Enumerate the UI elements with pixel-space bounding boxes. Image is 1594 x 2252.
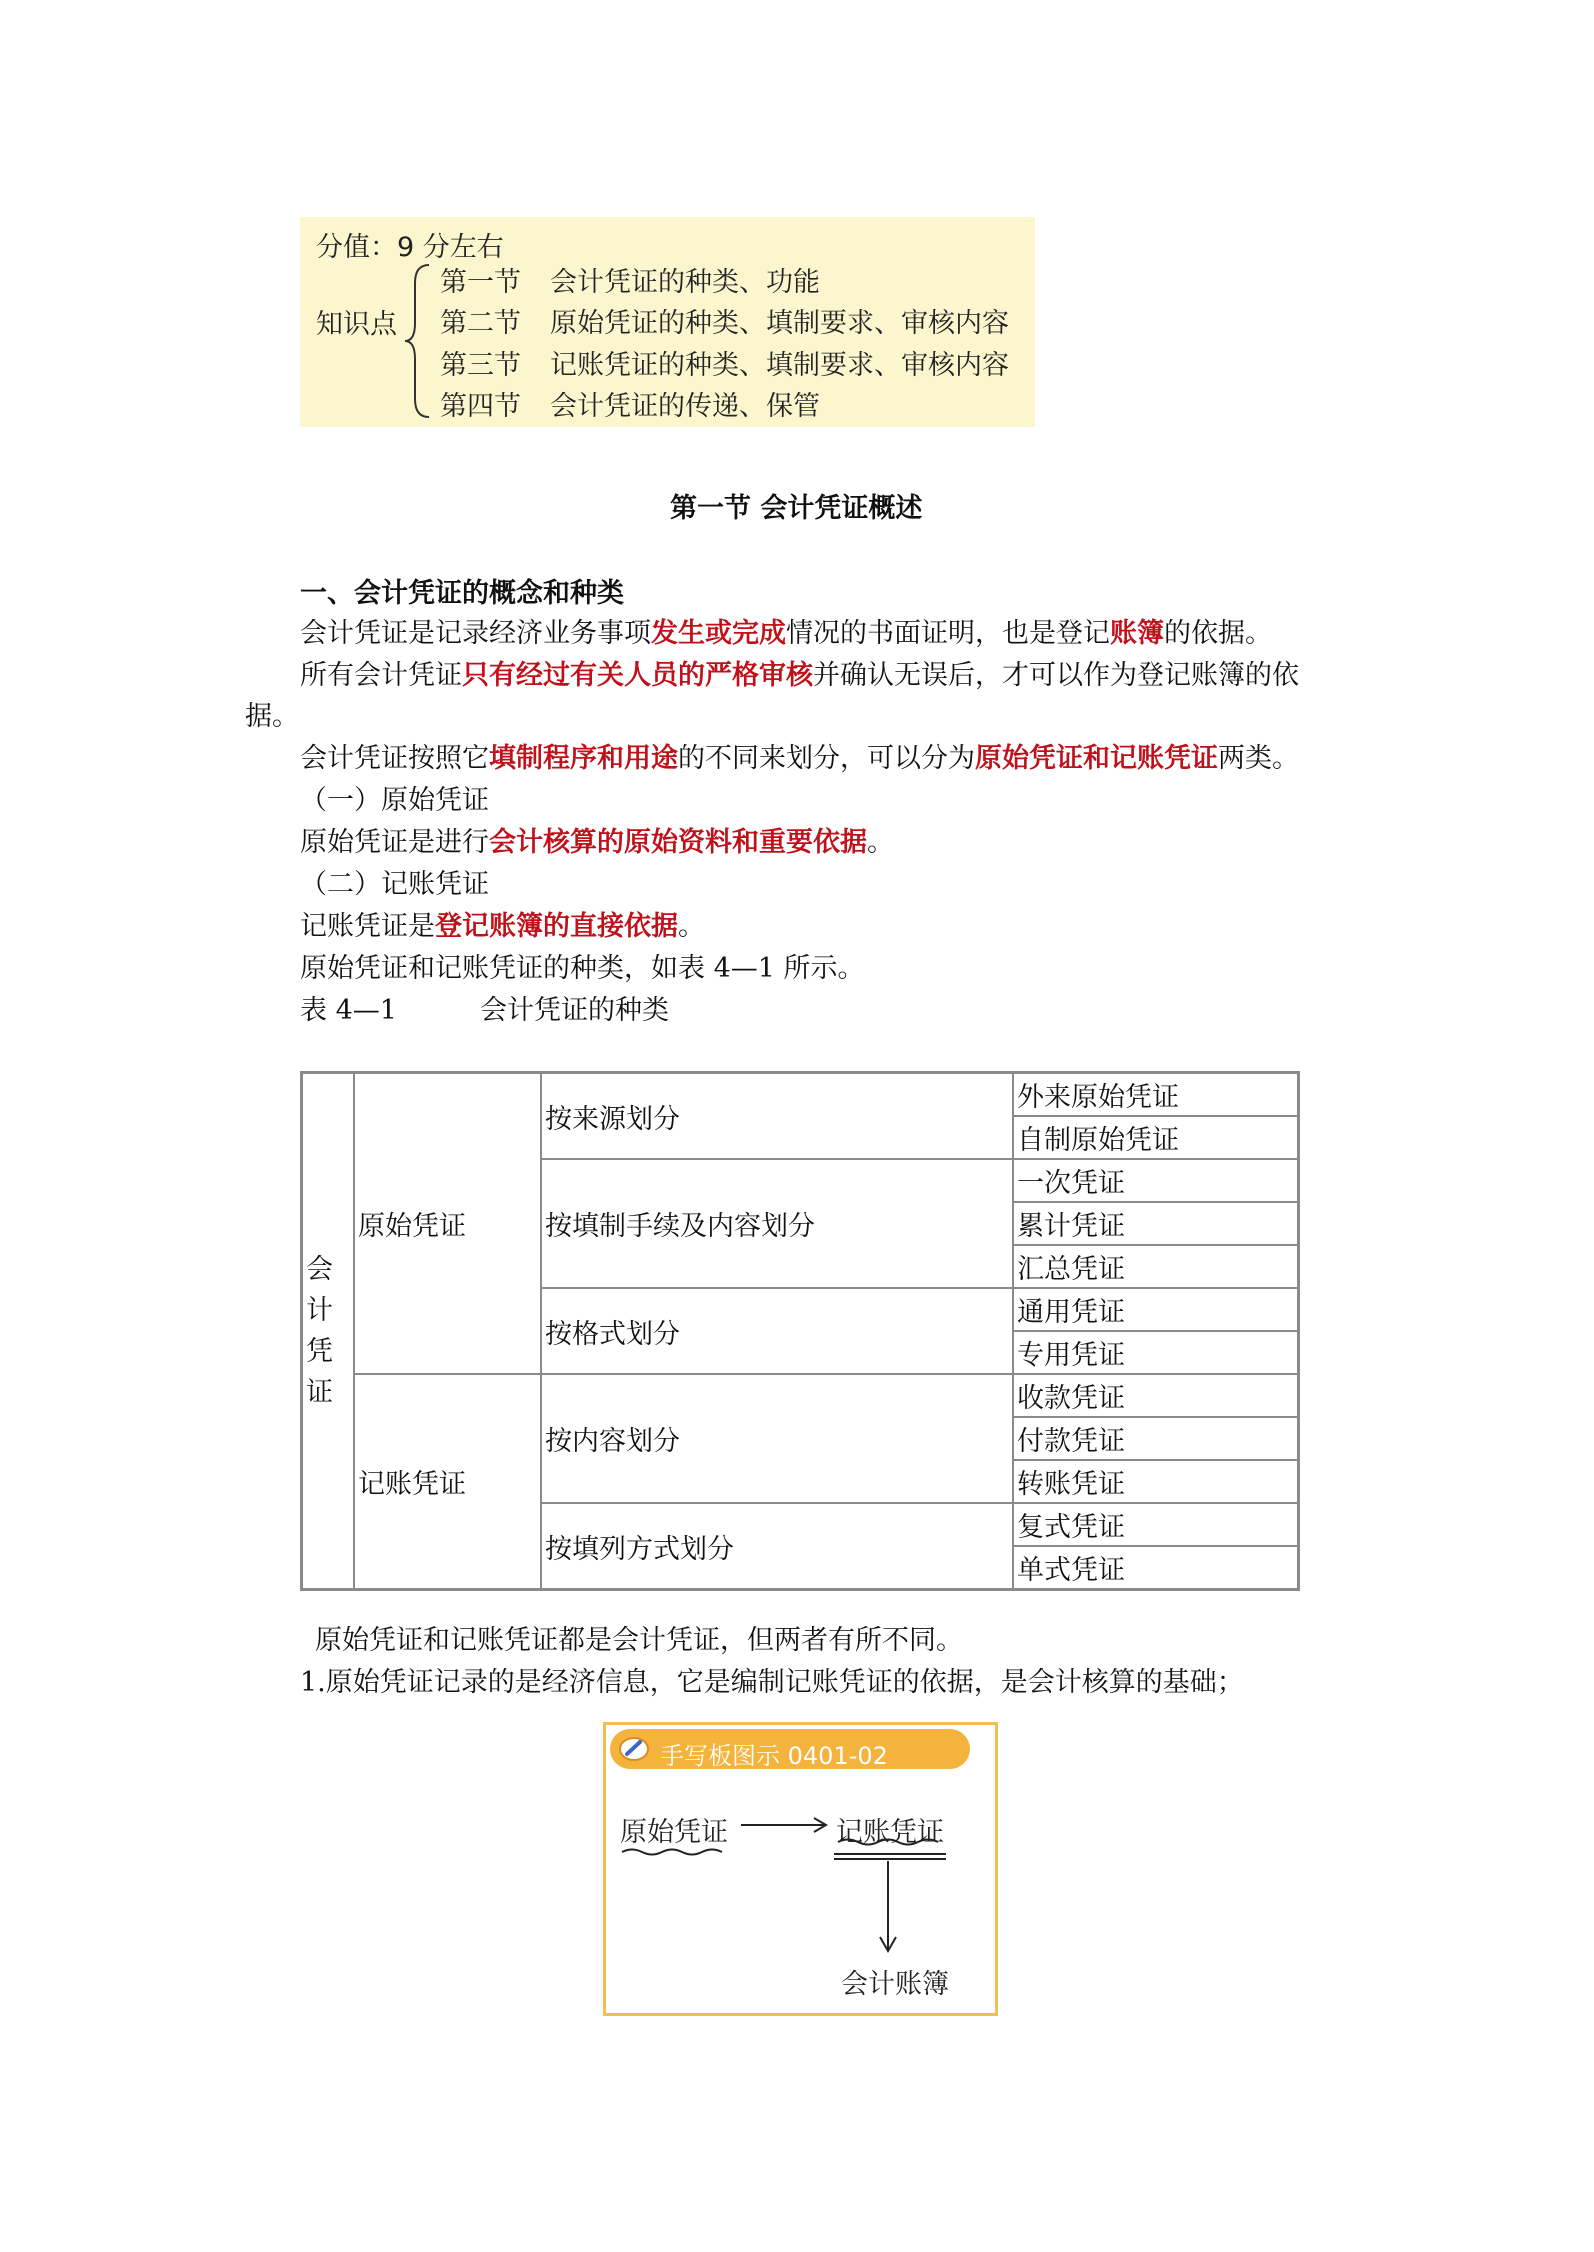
- item-cell: 付款凭证: [1013, 1417, 1299, 1460]
- item-cell: 专用凭证: [1013, 1331, 1299, 1374]
- voucher-types-table: [300, 1071, 1300, 1591]
- text: 的依据。: [1164, 618, 1272, 649]
- highlight: 原始凭证和记账凭证: [975, 743, 1218, 774]
- paragraph-point-1: 1.原始凭证记录的是经济信息，它是编制记账凭证的依据，是会计核算的基础；: [300, 1667, 1244, 1698]
- text: 并确认无误后，才可以作为登记账簿的依: [813, 660, 1299, 691]
- score-text: 分值：9 分左右: [316, 232, 504, 263]
- highlight: 账簿: [1110, 618, 1164, 649]
- table-row: [302, 1073, 1299, 1117]
- node-original-voucher: 原始凭证: [620, 1817, 728, 1848]
- section-text: 会计凭证的种类、功能: [550, 267, 820, 298]
- item-cell: 通用凭证: [1013, 1288, 1299, 1331]
- paragraph-table-reference: 原始凭证和记账凭证的种类，如表 4—1 所示。: [300, 953, 865, 984]
- highlight: 会计核算的原始资料和重要依据: [489, 827, 867, 858]
- paragraph-original-voucher: [300, 829, 894, 856]
- section-number: 第一节: [440, 267, 521, 298]
- text: 会计凭证是记录经济业务事项: [300, 618, 651, 649]
- criteria-cell: 按格式划分: [541, 1288, 1013, 1374]
- text: 。: [678, 911, 705, 942]
- criteria-cell: 按填列方式划分: [541, 1503, 1013, 1590]
- summary-section-3: [440, 343, 1009, 382]
- section-title: 第一节 会计凭证概述: [670, 493, 923, 524]
- diagram-arrows: [606, 1725, 995, 2013]
- handwriting-diagram: [603, 1722, 998, 2016]
- section-text: 记账凭证的种类、填制要求、审核内容: [550, 350, 1009, 381]
- criteria-cell: 按填制手续及内容划分: [541, 1159, 1013, 1288]
- summary-section-1: [440, 260, 820, 299]
- paragraph-audit: [300, 662, 1299, 689]
- diagram-header-text: 手写板图示 0401-02: [660, 1742, 888, 1770]
- table-row: [302, 1374, 1299, 1417]
- paragraph-definition: [300, 620, 1272, 647]
- text: 记账凭证是: [300, 911, 435, 942]
- subheading-original-voucher: （一）原始凭证: [300, 785, 489, 816]
- subheading-bookkeeping-voucher: （二）记账凭证: [300, 869, 489, 900]
- item-cell: 汇总凭证: [1013, 1245, 1299, 1288]
- table-number: 表 4—1: [300, 995, 397, 1026]
- node-accounting-ledger: 会计账簿: [841, 1969, 949, 2000]
- brace-icon: [403, 261, 433, 421]
- criteria-cell: 按来源划分: [541, 1073, 1013, 1160]
- root-cell: 会计凭证: [302, 1073, 355, 1590]
- summary-section-2: [440, 301, 1009, 340]
- section-number: 第三节: [440, 350, 521, 381]
- paragraph-classification: [300, 745, 1299, 772]
- group-cell: 记账凭证: [354, 1374, 541, 1590]
- paragraph-bookkeeping-voucher: [300, 913, 705, 940]
- highlight: 发生或完成: [651, 618, 786, 649]
- item-cell: 一次凭证: [1013, 1159, 1299, 1202]
- section-number: 第二节: [440, 308, 521, 339]
- item-cell: 累计凭证: [1013, 1202, 1299, 1245]
- item-cell: 转账凭证: [1013, 1460, 1299, 1503]
- table-caption: [300, 997, 669, 1024]
- highlight: 填制程序和用途: [489, 743, 678, 774]
- item-cell: 外来原始凭证: [1013, 1073, 1299, 1117]
- item-cell: 单式凭证: [1013, 1546, 1299, 1590]
- wavy-underline: [622, 1850, 722, 1855]
- text: 所有会计凭证: [300, 660, 462, 691]
- text: 情况的书面证明，也是登记: [786, 618, 1110, 649]
- text: 两类。: [1218, 743, 1299, 774]
- criteria-cell: 按内容划分: [541, 1374, 1013, 1503]
- paragraph-difference: 原始凭证和记账凭证都是会计凭证，但两者有所不同。: [315, 1625, 963, 1656]
- heading-concept-and-types: 一、会计凭证的概念和种类: [300, 578, 624, 609]
- section-number: 第四节: [440, 391, 521, 422]
- item-cell: 自制原始凭证: [1013, 1116, 1299, 1159]
- wavy-underline: [838, 1840, 938, 1845]
- item-cell: 复式凭证: [1013, 1503, 1299, 1546]
- highlight: 只有经过有关人员的严格审核: [462, 660, 813, 691]
- node-bookkeeping-voucher: 记账凭证: [836, 1817, 944, 1848]
- text: 。: [867, 827, 894, 858]
- item-cell: 收款凭证: [1013, 1374, 1299, 1417]
- table-title: 会计凭证的种类: [480, 995, 669, 1026]
- highlight: 登记账簿的直接依据: [435, 911, 678, 942]
- text: 原始凭证是进行: [300, 827, 489, 858]
- paragraph-audit-continued: 据。: [245, 701, 299, 732]
- text: 会计凭证按照它: [300, 743, 489, 774]
- summary-section-4: [440, 384, 820, 423]
- text: 的不同来划分，可以分为: [678, 743, 975, 774]
- section-text: 会计凭证的传递、保管: [550, 391, 820, 422]
- group-cell: 原始凭证: [354, 1073, 541, 1375]
- chapter-summary-box: [300, 217, 1035, 427]
- section-text: 原始凭证的种类、填制要求、审核内容: [550, 308, 1009, 339]
- knowledge-points-label: 知识点: [316, 309, 397, 340]
